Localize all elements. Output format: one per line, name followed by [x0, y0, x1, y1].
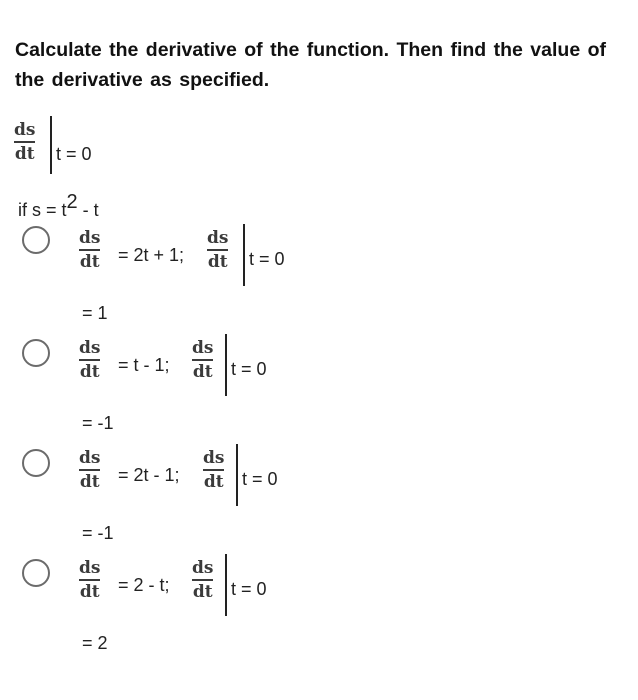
- fraction-bar: [79, 249, 100, 251]
- option-1-eval-point: t = 0: [249, 249, 285, 269]
- evaluation-bar: [225, 334, 227, 396]
- question-eval-point: t = 0: [56, 144, 92, 164]
- option-1-result: = 1: [82, 303, 108, 323]
- fraction-bar: [79, 359, 100, 361]
- option-2-eval-point: t = 0: [231, 359, 267, 379]
- fraction-numerator: ds: [207, 228, 229, 248]
- fraction-denominator: dt: [14, 143, 35, 164]
- fraction-bar: [79, 469, 100, 471]
- option-4-result: = 2: [82, 633, 108, 653]
- fraction-numerator: ds: [79, 448, 101, 468]
- option-2-fraction: [79, 339, 100, 382]
- fraction-numerator: ds: [192, 338, 214, 358]
- option-4-derivative: = 2 - t;: [118, 575, 170, 595]
- fraction-denominator: dt: [79, 581, 100, 602]
- option-1-derivative: = 2t + 1;: [118, 245, 185, 265]
- fraction-denominator: dt: [203, 471, 224, 492]
- question-text: Calculate the derivative of the function. Then find the value of the derivative as specified.: [15, 39, 606, 91]
- fraction-bar: [203, 469, 224, 471]
- condition-exponent: 2: [66, 191, 78, 213]
- question-derivative-fraction: [14, 121, 35, 164]
- fraction-numerator: ds: [203, 448, 225, 468]
- fraction-denominator: dt: [192, 581, 213, 602]
- fraction-numerator: ds: [79, 228, 101, 248]
- option-1-fraction: [79, 229, 100, 272]
- question-condition: [18, 191, 99, 221]
- evaluation-bar: [225, 554, 227, 616]
- fraction-bar: [192, 579, 213, 581]
- option-3-result: = -1: [82, 523, 114, 543]
- fraction-numerator: ds: [79, 558, 101, 578]
- option-3-derivative: = 2t - 1;: [118, 465, 180, 485]
- condition-prefix: if s = t: [18, 200, 67, 220]
- option-1-eval-fraction: [207, 229, 228, 272]
- fraction-bar: [14, 141, 35, 143]
- fraction-bar: [192, 359, 213, 361]
- condition-suffix: - t: [77, 200, 99, 220]
- evaluation-bar: [50, 116, 52, 174]
- option-2-derivative: = t - 1;: [118, 355, 170, 375]
- fraction-denominator: dt: [79, 471, 100, 492]
- fraction-denominator: dt: [79, 361, 100, 382]
- option-2-radio[interactable]: [22, 339, 50, 367]
- option-3-radio[interactable]: [22, 449, 50, 477]
- fraction-numerator: ds: [79, 338, 101, 358]
- option-3-eval-fraction: [203, 449, 224, 492]
- evaluation-bar: [243, 224, 245, 286]
- fraction-denominator: dt: [79, 251, 100, 272]
- option-4-eval-fraction: [192, 559, 213, 602]
- fraction-denominator: dt: [192, 361, 213, 382]
- fraction-bar: [79, 579, 100, 581]
- fraction-numerator: ds: [14, 120, 36, 140]
- option-4-radio[interactable]: [22, 559, 50, 587]
- fraction-bar: [207, 249, 228, 251]
- evaluation-bar: [236, 444, 238, 506]
- option-3-fraction: [79, 449, 100, 492]
- option-2-eval-fraction: [192, 339, 213, 382]
- option-2-result: = -1: [82, 413, 114, 433]
- option-1-radio[interactable]: [22, 226, 50, 254]
- option-3-eval-point: t = 0: [242, 469, 278, 489]
- option-4-eval-point: t = 0: [231, 579, 267, 599]
- option-4-fraction: [79, 559, 100, 602]
- fraction-denominator: dt: [207, 251, 228, 272]
- fraction-numerator: ds: [192, 558, 214, 578]
